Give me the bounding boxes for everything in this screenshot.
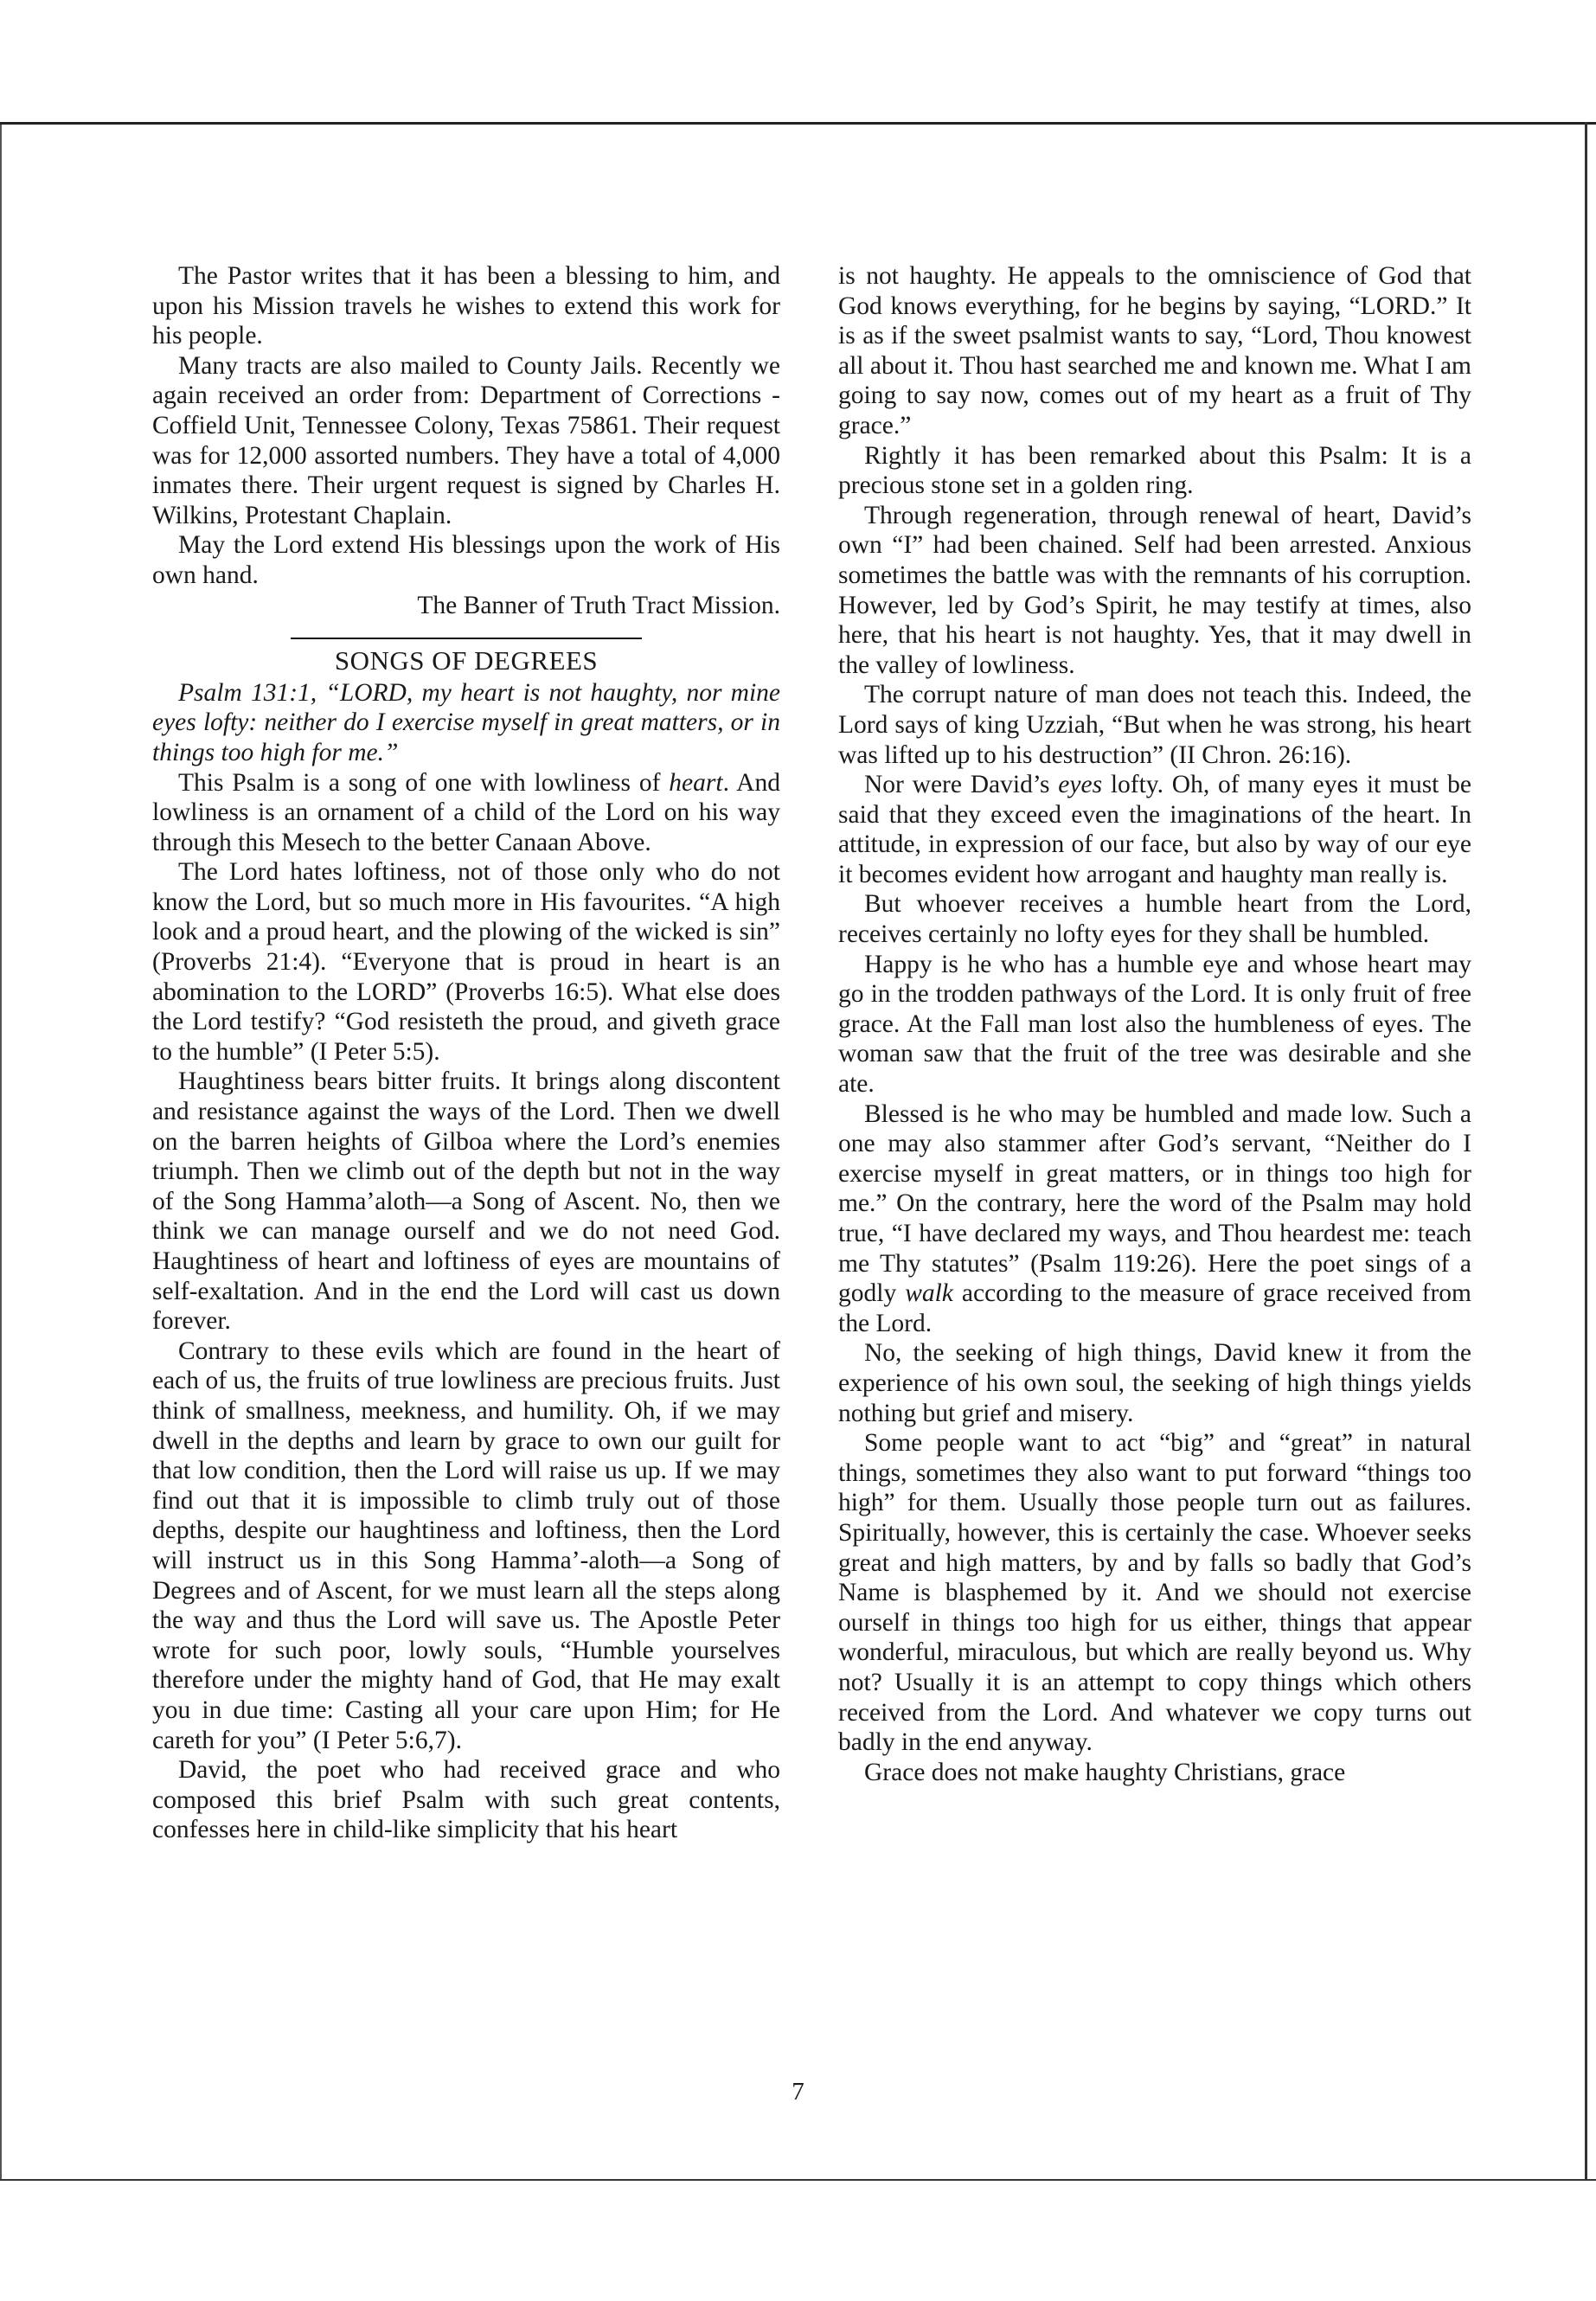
section-divider-line [291,638,642,639]
psalm-epigraph: Psalm 131:1, “LORD, my heart is not haughty, nor mine eyes lofty: neither do I exercise myself in great matters, or in things too high for me.” [152,678,780,766]
body-paragraph [838,770,1471,889]
text-run: lofty. Oh, of many eyes it must be said that they exceed even the imaginations of the heart. In attitude, in expression of our face, but also by way of our eye it becomes evident how arrogant and haughty man really is. [838,771,1471,888]
body-paragraph: Contrary to these evils which are found in the heart of each of us, the fruits of true lowliness are precious fruits. Just think of smallness, meekness, and humility. Oh, if we may dwell in the depths and learn by grace to own our guilt for that low condition, then the Lord will raise us up. If we may find out that it is impossible to climb truly out of those depths, despite our haughtiness and loftiness, then the Lord will instruct us in this Song Hamma’-aloth—a Song of Degrees and of Ascent, for we must learn all the steps along the way and thus the Lord will save us. The Apostle Peter wrote for such poor, lowly souls, “Humble yourselves therefore under the mighty hand of God, that He may exalt you in due time: Casting all your care upon Him; for He careth for you” (I Peter 5:6,7). [152,1336,780,1754]
body-paragraph: The Lord hates loftiness, not of those only who do not know the Lord, but so much more in His favourites. “A high look and a proud heart, and the plowing of the wicked is sin” (Proverbs 21:4). “Everyone that is proud in heart is an abomination to the LORD” (Proverbs 16:5). What else does the Lord testify? “God resisteth the proud, and giveth grace to the humble” (I Peter 5:5). [152,858,780,1066]
body-paragraph: Grace does not make haughty Christians, grace [864,1758,1346,1786]
body-paragraph: But whoever receives a humble heart from the Lord, receives certainly no lofty eyes for they shall be humbled. [838,890,1471,949]
section-heading: SONGS OF DEGREES [334,645,599,676]
text-run: Blessed is he who may be humbled and made low. Such a one may also stammer after God’s servant, “Neither do I exercise myself in great matters, or in things too high for me.” On the contrary, here the word of the Psalm may hold true, “I have declared my ways, and Thou heardest me: teach me Thy statutes” (Psalm 119:26). Here the poet sings of a godly [838,1099,1471,1308]
body-paragraph: Haughtiness bears bitter fruits. It brings along discontent and resistance against the ways of the Lord. Then we dwell on the barren heights of Gilboa where the Lord’s enemies triumph. Then we climb out of the depth but not in the way of the Song Hamma’aloth—a Song of Ascent. No, then we think we can manage ourself and we do not need God. Haughtiness of heart and loftiness of eyes are mountains of self-exaltation. And in the end the Lord will cast us down forever. [152,1067,780,1336]
italic-word: walk [905,1279,953,1308]
italic-word: eyes [1058,771,1103,799]
right-column [838,261,1471,1787]
italic-word: heart [669,768,723,797]
body-paragraph: Many tracts are also mailed to County Jails. Recently we again received an order from: Department of Corrections - Coffield Unit, Tennessee Colony, Texas 75861. Their request was for 12,000 assorted numbers. They have a total of 4,000 inmates there. Their urgent request is signed by Charles H. Wilkins, Protestant Chaplain. [152,351,780,529]
text-run: This Psalm is a song of one with lowliness of [178,768,670,797]
body-paragraph: No, the seeking of high things, David knew it from the experience of his own soul, the seeking of high things yields nothing but grief and misery. [838,1339,1471,1427]
body-paragraph: Through regeneration, through renewal of heart, David’s own “I” had been chained. Self had been arrested. Anxious sometimes the battle was with the remnants of his corruption. However, led by God’s Spirit, he may testify at times, also here, that his heart is not haughty. Yes, that it may dwell in the valley of lowliness. [838,501,1471,679]
body-paragraph [152,768,780,858]
mission-signature: The Banner of Truth Tract Mission. [417,591,780,619]
text-run: . And lowliness is an ornament of a child of the Lord on his way through this Mesech to the better Canaan Above. [152,768,780,856]
body-paragraph: Some people want to act “big” and “great” in natural things, sometimes they also want to put forward “things too high” for them. Usually those people turn out as failures. Spiritually, however, this is certainly the case. Whoever seeks great and high matters, by and by falls so badly that God’s Name is blasphemed by it. And we should not exercise ourself in things too high for us either, things that appear wonderful, miraculous, but which are really beyond us. Why not? Usually it is an attempt to copy things which others received from the Lord. And whatever we copy turns out badly in the end anyway. [838,1429,1471,1757]
body-paragraph: May the Lord extend His blessings upon the work of His own hand. [152,531,780,589]
page-left-edge-line [0,122,2,2181]
left-column [152,261,780,1845]
body-paragraph: David, the poet who had received grace and who composed this brief Psalm with such great contents, confesses here in child-like simplicity that his heart [152,1756,780,1844]
body-paragraph: The corrupt nature of man does not teach this. Indeed, the Lord says of king Uzziah, “But when he was strong, his heart was lifted up to his destruction” (II Chron. 26:16). [838,681,1471,769]
page-top-border-line [0,122,1596,125]
body-paragraph: Happy is he who has a humble eye and whose heart may go in the trodden pathways of the Lord. It is only fruit of free grace. At the Fall man lost also the humbleness of eyes. The woman saw that the fruit of the tree was desirable and she ate. [838,950,1471,1099]
text-run: Nor were David’s [864,771,1059,799]
page-number: 7 [792,2078,804,2106]
text-run: according to the measure of grace received from the Lord. [838,1279,1471,1337]
body-paragraph: is not haughty. He appeals to the omniscience of God that God knows everything, for he begins by saying, “LORD.” It is as if the sweet psalmist wants to say, “Lord, Thou knowest all about it. Thou hast searched me and known me. What I am going to say now, comes out of my heart as a fruit of Thy grace.” [838,262,1471,439]
body-paragraph: Rightly it has been remarked about this Psalm: It is a precious stone set in a golden ring. [838,441,1471,500]
page-right-edge-line [1585,122,1587,2181]
body-paragraph: The Pastor writes that it has been a blessing to him, and upon his Mission travels he wishes to extend this work for his people. [152,262,780,350]
page-bottom-border-line [0,2179,1596,2181]
body-paragraph [838,1099,1471,1339]
